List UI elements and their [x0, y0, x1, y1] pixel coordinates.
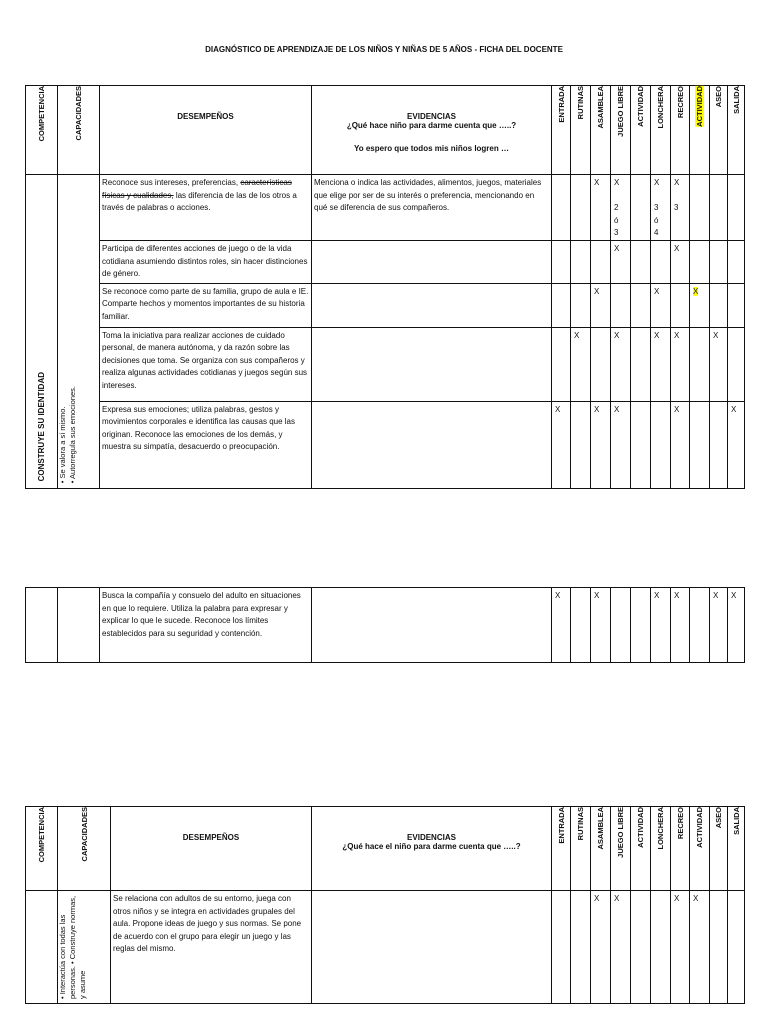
- document-title: DIAGNÓSTICO DE APRENDIZAJE DE LOS NIÑOS Y NIÑAS DE 5 AÑOS - FICHA DEL DOCENTE: [205, 45, 563, 54]
- mark-cell: [690, 401, 710, 488]
- header-salida: SALIDA: [728, 807, 745, 891]
- mark-cell: [552, 241, 571, 284]
- mark-cell: [710, 891, 728, 1004]
- mark-cell: [631, 241, 651, 284]
- header-recreo: RECREO: [671, 807, 690, 891]
- evidencia-cell: [312, 283, 552, 327]
- mark-cell: [552, 891, 571, 1004]
- mark-cell: X: [690, 891, 710, 1004]
- mark-cell: X: [651, 588, 671, 663]
- diagnostic-table-1: [25, 85, 745, 489]
- header-actividad: ACTIVIDAD: [631, 86, 651, 175]
- desempeno-cell: Busca la compañía y consuelo del adulto en situaciones en que lo requiere. Utiliza la palabra para expresar y explicar lo que le sucede. Reconoce los límites establecidos para su seguridad y contención.: [100, 588, 312, 663]
- evidencia-cell: [312, 891, 552, 1004]
- mark-cell: X: [611, 241, 631, 284]
- table-row: [26, 175, 745, 241]
- mark-cell: [571, 401, 591, 488]
- diagnostic-table-2: [25, 587, 745, 663]
- mark-cell: [690, 175, 710, 241]
- capacidades-cell: • Se valora a sí mismo. • Autorregula sus emociones.: [58, 175, 100, 489]
- evidencia-cell: [312, 401, 552, 488]
- mark-cell: [571, 891, 591, 1004]
- desempeno-cell: Toma la iniciativa para realizar acciones de cuidado personal, de manera autónoma, y da razón sobre las decisiones que toma. Se organiza con sus compañeros y realiza algunas actividades cotidianas y juegos según sus intereses.: [100, 327, 312, 401]
- mark-cell: X: [671, 327, 690, 401]
- desempeno-cell: Reconoce sus intereses, preferencias, características físicas y cualidades, las diferencia de las de los otros a través de palabras o acciones.: [100, 175, 312, 241]
- header-entrada: ENTRADA: [552, 807, 571, 891]
- competencia-cell: [26, 891, 58, 1004]
- capacidades-cell: • Interactúa con todas las personas. • Construye normas, y asume: [58, 891, 111, 1004]
- mark-cell: [631, 283, 651, 327]
- mark-cell: [710, 283, 728, 327]
- header-aseo: ASEO: [710, 86, 728, 175]
- header-actividad-highlighted: ACTIVIDAD: [690, 86, 710, 175]
- mark-cell: [571, 588, 591, 663]
- mark-cell: [571, 241, 591, 284]
- header-lonchera: LONCHERA: [651, 807, 671, 891]
- mark-cell: X: [552, 401, 571, 488]
- header-rutinas: RUTINAS: [571, 807, 591, 891]
- desempeno-cell: Expresa sus emociones; utiliza palabras, gestos y movimientos corporales e identifica las causas que las originan. Reconoce las emociones de los demás, y muestra su simpatía, desacuerdo o preocupación.: [100, 401, 312, 488]
- mark-cell: X: [591, 401, 611, 488]
- mark-cell: [710, 175, 728, 241]
- mark-cell: X: [671, 891, 690, 1004]
- header-competencia: COMPETENCIA: [26, 86, 58, 175]
- header-capacidades: CAPACIDADES: [58, 807, 111, 891]
- header-desempenos: DESEMPEÑOS: [100, 86, 312, 175]
- mark-cell: [552, 283, 571, 327]
- desempeno-cell: Participa de diferentes acciones de juego o de la vida cotidiana asumiendo distintos roles, sin hacer distinciones de género.: [100, 241, 312, 284]
- mark-cell-highlighted: X: [690, 283, 710, 327]
- table-row: [26, 241, 745, 284]
- mark-cell: [631, 588, 651, 663]
- mark-cell: X: [611, 327, 631, 401]
- mark-cell: X: [591, 175, 611, 241]
- mark-cell: X: [728, 588, 745, 663]
- mark-cell: X 3: [671, 175, 690, 241]
- competencia-cell: CONSTRUYE SU IDENTIDAD: [26, 175, 58, 489]
- header-competencia: COMPETENCIA: [26, 807, 58, 891]
- header-desempenos: DESEMPEÑOS: [111, 807, 312, 891]
- evidencia-cell: [312, 327, 552, 401]
- table-row: [26, 891, 745, 1004]
- mark-cell: [728, 327, 745, 401]
- header-row: [26, 807, 745, 891]
- mark-cell: [631, 175, 651, 241]
- mark-cell: X: [571, 327, 591, 401]
- header-actividad-2: ACTIVIDAD: [690, 807, 710, 891]
- mark-cell: [710, 401, 728, 488]
- mark-cell: X: [591, 891, 611, 1004]
- competencia-cell: [26, 588, 58, 663]
- mark-cell: X: [591, 283, 611, 327]
- header-entrada: ENTRADA: [552, 86, 571, 175]
- mark-cell: X 3 ó 4: [651, 175, 671, 241]
- mark-cell: X 2 ó 3: [611, 175, 631, 241]
- mark-cell: [552, 175, 571, 241]
- mark-cell: X: [611, 891, 631, 1004]
- mark-cell: X: [552, 588, 571, 663]
- header-recreo: RECREO: [671, 86, 690, 175]
- mark-cell: [690, 241, 710, 284]
- header-aseo: ASEO: [710, 807, 728, 891]
- header-asamblea: ASAMBLEA: [591, 86, 611, 175]
- mark-cell: [728, 175, 745, 241]
- mark-cell: [552, 327, 571, 401]
- mark-cell: [651, 401, 671, 488]
- mark-cell: [591, 327, 611, 401]
- desempeno-cell: Se reconoce como parte de su familia, grupo de aula e IE. Comparte hechos y momentos importantes de su historia familiar.: [100, 283, 312, 327]
- header-capacidades: CAPACIDADES: [58, 86, 100, 175]
- mark-cell: X: [710, 327, 728, 401]
- mark-cell: X: [710, 588, 728, 663]
- mark-cell: X: [611, 401, 631, 488]
- evidencia-cell: [312, 241, 552, 284]
- table-row: [26, 401, 745, 488]
- capacidades-cell: [58, 588, 100, 663]
- mark-cell: X: [651, 283, 671, 327]
- mark-cell: X: [728, 401, 745, 488]
- mark-cell: [571, 283, 591, 327]
- mark-cell: [728, 283, 745, 327]
- mark-cell: X: [591, 588, 611, 663]
- header-asamblea: ASAMBLEA: [591, 807, 611, 891]
- mark-cell: [611, 283, 631, 327]
- mark-cell: [611, 588, 631, 663]
- header-juego-libre: JUEGO LIBRE: [611, 86, 631, 175]
- mark-cell: [631, 327, 651, 401]
- header-rutinas: RUTINAS: [571, 86, 591, 175]
- header-evidencias: EVIDENCIAS ¿Qué hace niño para darme cuenta que …..? Yo espero que todos mis niños logren …: [312, 86, 552, 175]
- mark-cell: X: [671, 588, 690, 663]
- mark-cell: [690, 588, 710, 663]
- evidencia-cell: Menciona o indica las actividades, alimentos, juegos, materiales que elige por ser de su interés o preferencia, mencionando en qué se diferencia de sus compañeros.: [312, 175, 552, 241]
- header-row: [26, 86, 745, 175]
- mark-cell: [651, 891, 671, 1004]
- mark-cell: [631, 891, 651, 1004]
- mark-cell: [710, 241, 728, 284]
- mark-cell: [728, 241, 745, 284]
- header-lonchera: LONCHERA: [651, 86, 671, 175]
- mark-cell: [591, 241, 611, 284]
- mark-cell: [671, 283, 690, 327]
- mark-cell: [651, 241, 671, 284]
- mark-cell: X: [671, 401, 690, 488]
- mark-cell: [571, 175, 591, 241]
- header-juego-libre: JUEGO LIBRE: [611, 807, 631, 891]
- header-salida: SALIDA: [728, 86, 745, 175]
- desempeno-cell: Se relaciona con adultos de su entorno, juega con otros niños y se integra en actividades grupales del aula. Propone ideas de juego y sus normas. Se pone de acuerdo con el grupo para elegir un juego y las reglas del mismo.: [111, 891, 312, 1004]
- mark-cell: [631, 401, 651, 488]
- mark-cell: [728, 891, 745, 1004]
- header-evidencias: EVIDENCIAS ¿Qué hace el niño para darme cuenta que …..?: [312, 807, 552, 891]
- table-row: [26, 327, 745, 401]
- mark-cell: X: [651, 327, 671, 401]
- mark-cell: [690, 327, 710, 401]
- header-actividad: ACTIVIDAD: [631, 807, 651, 891]
- evidencia-cell: [312, 588, 552, 663]
- table-row: [26, 588, 745, 663]
- mark-cell: X: [671, 241, 690, 284]
- table-row: [26, 283, 745, 327]
- diagnostic-table-3: [25, 806, 745, 1004]
